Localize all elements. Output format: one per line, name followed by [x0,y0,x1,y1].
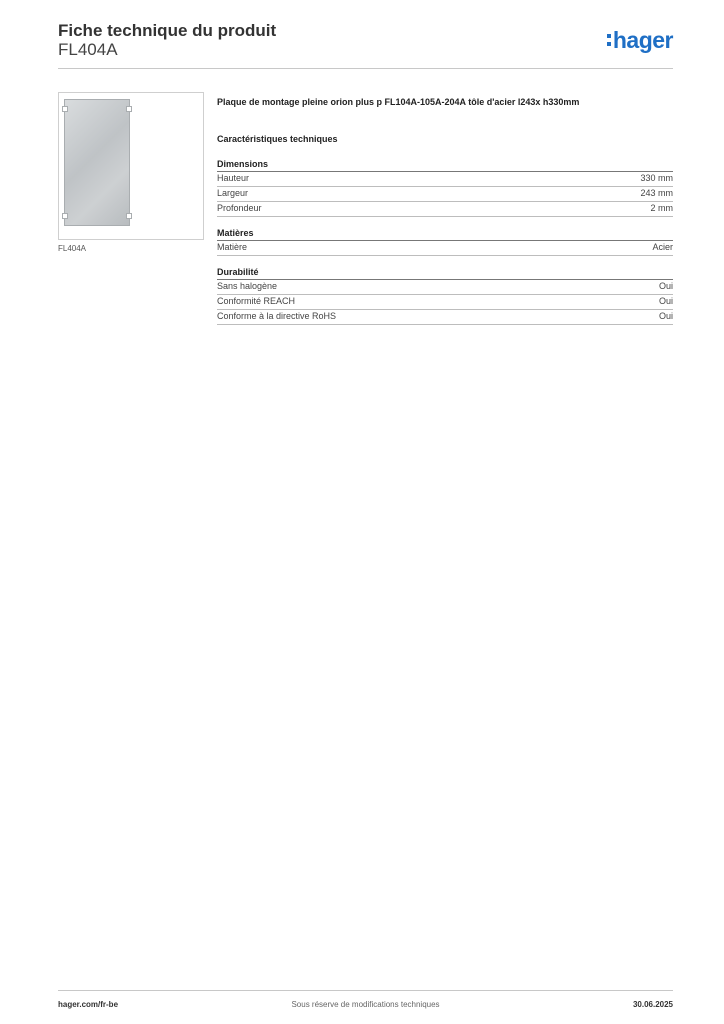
spec-value: Oui [658,296,673,306]
page-footer [58,990,673,1021]
product-image-caption: FL404A [58,244,87,253]
spec-group-title: Durabilité [217,266,673,280]
spec-group-durability [217,266,673,325]
spec-value: Acier [652,242,673,252]
spec-row [217,172,673,187]
spec-row [217,241,673,256]
spec-group-dimensions [217,158,673,217]
mounting-plate-picture [64,99,130,226]
spec-group-title: Dimensions [217,158,673,172]
spec-row [217,295,673,310]
specs-heading: Caractéristiques techniques [217,134,338,144]
document-title: Fiche technique du produit [58,21,277,40]
footer-website-link[interactable]: hager.com/fr-be [58,1000,119,1009]
spec-value: 2 mm [650,203,673,213]
spec-group-title: Matières [217,227,673,241]
hager-logo [607,27,673,53]
product-details [217,92,673,325]
product-description: Plaque de montage pleine orion plus p FL104A-105A-204A tôle d'acier l243x h330mm [217,97,580,107]
spec-value: Oui [658,311,673,321]
footer-disclaimer: Sous réserve de modifications techniques [291,1000,440,1009]
logo-colon-icon [607,27,611,53]
spec-value: 243 mm [640,188,673,198]
spec-value: Oui [658,281,673,291]
spec-label: Hauteur [217,173,250,183]
spec-group-materials [217,227,673,256]
spec-label: Profondeur [217,203,262,213]
logo-text: hager [612,27,673,53]
spec-label: Conforme à la directive RoHS [217,311,337,321]
spec-row [217,280,673,295]
spec-label: Largeur [217,188,249,198]
product-reference: FL404A [58,40,118,59]
page-header [58,20,673,69]
spec-label: Sans halogène [217,281,278,291]
spec-row [217,310,673,325]
product-image [58,92,204,240]
spec-label: Conformité REACH [217,296,296,306]
spec-row [217,187,673,202]
spec-value: 330 mm [640,173,673,183]
spec-label: Matière [217,242,248,252]
spec-row [217,202,673,217]
footer-date: 30.06.2025 [632,1000,673,1009]
